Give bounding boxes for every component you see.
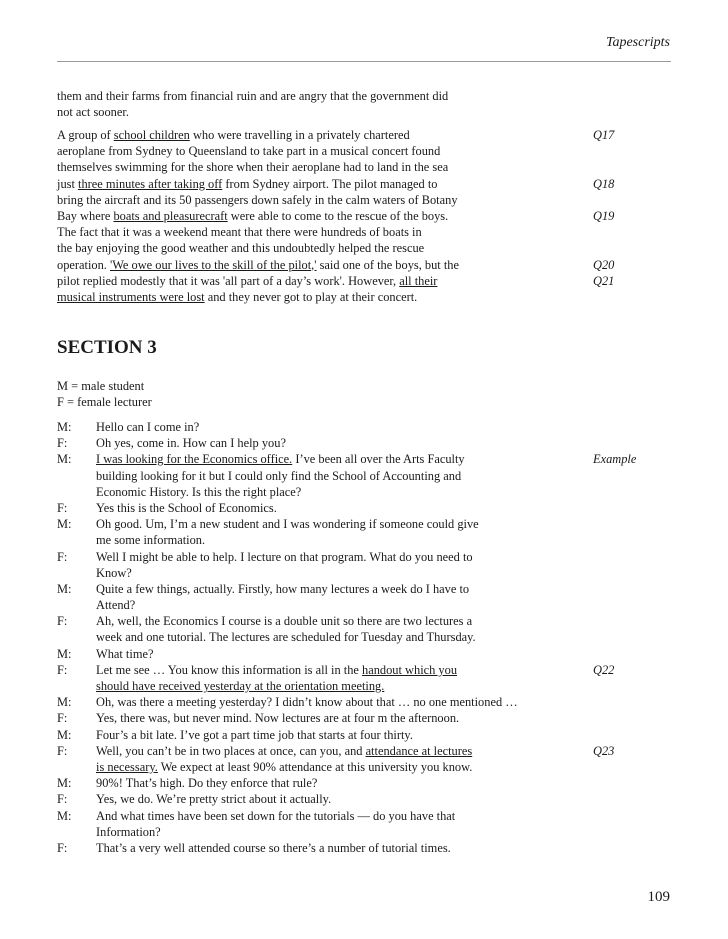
speech-line [96, 759, 567, 775]
speech-line [96, 435, 567, 451]
speaker-label: M: [57, 452, 72, 467]
text-run: pilot replied modestly that it was 'all part of a day’s work'. However, [57, 273, 400, 288]
text-run: the bay enjoying the good weather and this undoubtedly helped the rescue [57, 241, 425, 256]
speech [96, 419, 567, 435]
speech [96, 500, 567, 516]
speech-line [96, 727, 567, 743]
legend-male: M = male student [57, 379, 145, 393]
dialogue-turn [57, 710, 567, 726]
underlined-answer: I was looking for the Economics office. [96, 452, 293, 467]
speech-line [96, 419, 567, 435]
passage-line [57, 240, 517, 256]
speech-line [96, 840, 567, 856]
speech-line [96, 646, 567, 662]
dialogue-turn [57, 500, 567, 516]
text-run: Oh, was there a meeting yesterday? I didn’t know about that … no one mentioned … [96, 695, 518, 710]
underlined-answer: attendance at lectures [365, 743, 473, 758]
underlined-answer: musical instruments were lost [57, 289, 205, 304]
text-run: said one of the boys, but the [316, 257, 459, 272]
text-run: were able to come to the rescue of the boys. [227, 208, 449, 223]
question-marker: Q20 [593, 257, 615, 272]
text-run: A group of [57, 128, 114, 142]
text-run: Yes, there was, but never mind. Now lectures are at four m the afternoon. [96, 711, 460, 726]
speech-line [96, 678, 567, 694]
dialogue-turn [57, 840, 567, 856]
text-run: The fact that it was a weekend meant that there were hundreds of boats in [57, 225, 422, 240]
speech [96, 549, 567, 581]
text-run: Know? [96, 565, 132, 580]
text-run: themselves swimming for the shore when their aeroplane had to land in the sea [57, 160, 449, 175]
question-marker: Example [593, 452, 637, 467]
speech-line [96, 791, 567, 807]
dialogue-turn [57, 694, 567, 710]
speech-line [96, 532, 567, 548]
passage-intro [57, 88, 517, 120]
speech-line [96, 613, 567, 629]
speech-line [96, 484, 567, 500]
dialogue-turn [57, 419, 567, 435]
text-run: Well, you can’t be in two places at once, can you, and [96, 743, 366, 758]
running-header: Tapescripts [605, 35, 670, 50]
dialogue-turn [57, 743, 567, 775]
speech-line [96, 451, 567, 467]
text-run: not act sooner. [57, 105, 129, 120]
text-run: That’s a very well attended course so there’s a number of tutorial times. [96, 841, 451, 856]
text-run: from Sydney airport. The pilot managed to [222, 176, 438, 191]
speaker-label: F: [57, 662, 68, 677]
text-run: And what times have been set down for the tutorials — do you have that [96, 808, 456, 823]
speech-line [96, 662, 567, 678]
speech-line [96, 597, 567, 613]
speaker-label: F: [57, 500, 68, 515]
text-run: Yes, we do. We’re pretty strict about it actually. [96, 792, 332, 807]
text-run: Oh yes, come in. How can I help you? [96, 436, 286, 451]
dialogue-turn [57, 451, 567, 500]
speaker-label: F: [57, 792, 68, 807]
speech-line [96, 516, 567, 532]
passage-line [57, 224, 517, 240]
text-run: What time? [96, 646, 154, 661]
text-run: Quite a few things, actually. Firstly, how many lectures a week do I have to [96, 581, 470, 596]
dialogue-turn [57, 435, 567, 451]
question-marker: Q17 [593, 128, 615, 142]
underlined-answer: is necessary. [96, 760, 158, 775]
text-run: operation. [57, 257, 110, 272]
passage-line [57, 104, 517, 120]
speech [96, 808, 567, 840]
speech-line [96, 629, 567, 645]
dialogue-turn [57, 549, 567, 581]
speech [96, 516, 567, 548]
text-run: them and their farms from financial ruin and are angry that the government did [57, 89, 449, 103]
text-run: Well I might be able to help. I lecture on that program. What do you need to [96, 549, 473, 564]
speech [96, 581, 567, 613]
underlined-answer: 'We owe our lives to the skill of the pilot,' [110, 257, 317, 272]
passage-line [57, 273, 517, 289]
underlined-answer: school children [113, 128, 190, 142]
text-run: Let me see … You know this information is all in the [96, 662, 363, 677]
question-marker: Q19 [593, 209, 615, 223]
passage-line [57, 159, 517, 175]
speech-line [96, 808, 567, 824]
speech-line [96, 500, 567, 516]
passage-paragraph [57, 127, 517, 305]
speaker-label: M: [57, 776, 72, 791]
speech-line [96, 824, 567, 840]
text-run: Four’s a bit late. I’ve got a part time job that starts at four thirty. [96, 727, 413, 742]
legend-female: F = female lecturer [57, 395, 152, 409]
speaker-label: M: [57, 646, 72, 661]
text-run: and they never got to play at their concert. [204, 289, 418, 304]
question-marker: Q21 [593, 273, 615, 288]
speech [96, 646, 567, 662]
text-run: who were travelling in a privately chartered [189, 128, 410, 142]
speech [96, 451, 567, 500]
speech [96, 710, 567, 726]
dialogue-turn [57, 646, 567, 662]
speech [96, 743, 567, 775]
text-run: Information? [96, 824, 161, 839]
speech [96, 727, 567, 743]
speech [96, 840, 567, 856]
text-run: week and one tutorial. The lectures are scheduled for Tuesday and Thursday. [96, 630, 476, 645]
speaker-label: F: [57, 614, 68, 629]
underlined-answer: boats and pleasurecraft [113, 208, 228, 223]
passage-line [57, 208, 517, 224]
speaker-label: F: [57, 841, 68, 856]
text-run: Hello can I come in? [96, 420, 200, 434]
speaker-label: M: [57, 727, 72, 742]
speech-line [96, 775, 567, 791]
dialogue-turn [57, 662, 567, 694]
dialogue-turn [57, 775, 567, 791]
speaker-label: M: [57, 581, 72, 596]
speaker-label: F: [57, 436, 68, 451]
passage-line [57, 289, 517, 305]
speaker-label: M: [57, 808, 72, 823]
underlined-answer: all their [399, 273, 438, 288]
dialogue-turn [57, 613, 567, 645]
speaker-label: M: [57, 517, 72, 532]
text-run: We expect at least 90% attendance at this university you know. [157, 760, 473, 775]
speech-line [96, 694, 567, 710]
dialogue-turn [57, 791, 567, 807]
dialogue-turn [57, 581, 567, 613]
underlined-answer: should have received yesterday at the orientation meeting. [96, 679, 385, 694]
speech-line [96, 743, 567, 759]
text-run: me some information. [96, 533, 206, 548]
speaker-label: F: [57, 743, 68, 758]
dialogue [57, 419, 567, 856]
speech [96, 791, 567, 807]
question-marker: Q22 [593, 663, 615, 677]
speaker-label: M: [57, 420, 72, 434]
text-run: I’ve been all over the Arts Faculty [292, 452, 465, 467]
passage-line [57, 143, 517, 159]
text-run: Yes this is the School of Economics. [96, 500, 277, 515]
dialogue-turn [57, 516, 567, 548]
speech-line [96, 565, 567, 581]
text-run: building looking for it but I could only find the School of Accounting and [96, 468, 462, 483]
dialogue-turn [57, 808, 567, 840]
section-title: SECTION 3 [57, 337, 157, 358]
text-run: Economic History. Is this the right place? [96, 484, 302, 499]
text-run: 90%! That’s high. Do they enforce that rule? [96, 776, 318, 791]
text-run: Bay where [57, 208, 114, 223]
speech [96, 435, 567, 451]
text-run: Oh good. Um, I’m a new student and I was wondering if someone could give [96, 517, 479, 532]
question-marker: Q18 [593, 176, 615, 191]
speech [96, 694, 567, 710]
speaker-label: F: [57, 711, 68, 726]
text-run: Attend? [96, 598, 136, 613]
speech [96, 662, 567, 694]
speech [96, 613, 567, 645]
passage-line [57, 176, 517, 192]
passage-line [57, 192, 517, 208]
header-rule [57, 61, 671, 62]
text-run: bring the aircraft and its 50 passengers down safely in the calm waters of Botany [57, 192, 458, 207]
passage-line [57, 88, 517, 104]
speech [96, 775, 567, 791]
speech-line [96, 468, 567, 484]
text-run: aeroplane from Sydney to Queensland to take part in a musical concert found [57, 144, 441, 159]
speaker-label: F: [57, 549, 68, 564]
passage-line [57, 257, 517, 273]
passage-line [57, 127, 517, 143]
text-run: Ah, well, the Economics I course is a double unit so there are two lectures a [96, 614, 473, 629]
text-run: just [57, 176, 78, 191]
speech-line [96, 710, 567, 726]
speaker-label: M: [57, 695, 72, 710]
underlined-answer: three minutes after taking off [78, 176, 223, 191]
underlined-answer: handout which you [362, 662, 458, 677]
page-number: 109 [647, 889, 670, 905]
speech-line [96, 549, 567, 565]
dialogue-turn [57, 727, 567, 743]
question-marker: Q23 [593, 744, 615, 758]
speech-line [96, 581, 567, 597]
